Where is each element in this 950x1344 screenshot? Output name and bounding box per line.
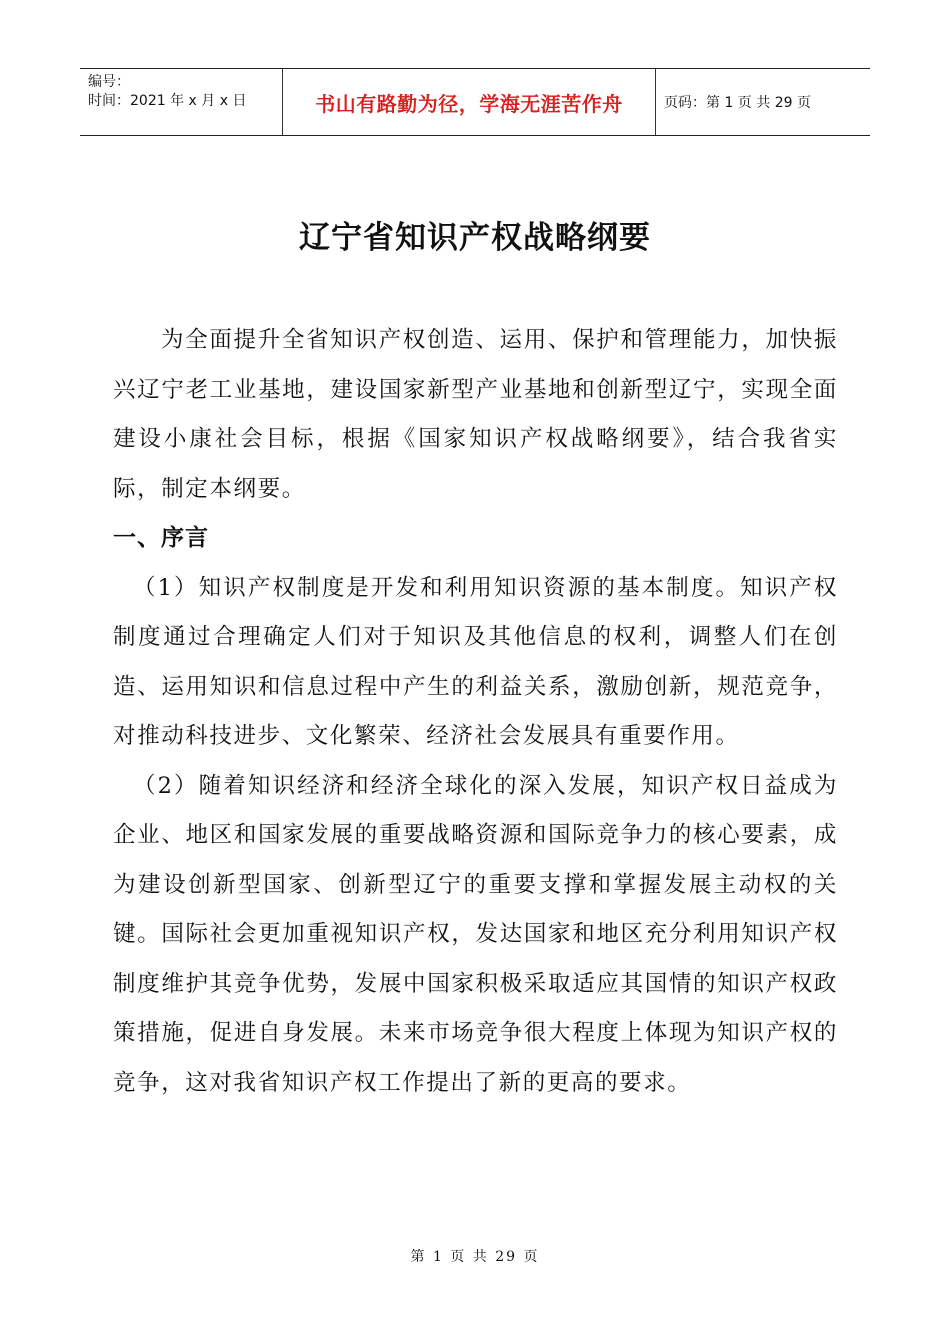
header-meta (80, 69, 282, 135)
document-body (113, 316, 838, 1108)
section-heading: 一、序言 (113, 525, 209, 551)
code-label: 编号： (88, 74, 130, 90)
header-motto-cell (282, 69, 656, 135)
intro-paragraph: 为全面提升全省知识产权创造、运用、保护和管理能力，加快振兴辽宁老工业基地，建设国家新型产业基地和创新型辽宁，实现全面建设小康社会目标，根据《国家知识产权战略纲要》，结合我省实际，制定本纲要。 (113, 327, 838, 502)
header-page-info: 页码：第 1 页 共 29 页 (664, 95, 811, 111)
header-motto: 书山有路勤为径，学海无涯苦作舟 (315, 91, 623, 116)
section-paragraph-2: （2）随着知识经济和经济全球化的深入发展，知识产权日益成为企业、地区和国家发展的重要战略资源和国际竞争力的核心要素，成为建设创新型国家、创新型辽宁的重要支撑和掌握发展主动权的关键。国际社会更加重视知识产权，发达国家和地区充分利用知识产权制度维护其竞争优势，发展中国家积极采取适应其国情的知识产权政策措施，促进自身发展。未来市场竞争很大程度上体现为知识产权的竞争，这对我省知识产权工作提出了新的更高的要求。 (113, 772, 838, 1096)
document-header (80, 68, 870, 136)
header-page-info-cell (656, 69, 870, 135)
document-title: 辽宁省知识产权战略纲要 (299, 220, 651, 256)
section-paragraph-1: （1）知识产权制度是开发和利用知识资源的基本制度。知识产权制度通过合理确定人们对于知识及其他信息的权利，调整人们在创造、运用知识和信息过程中产生的利益关系，激励创新，规范竞争，对推动科技进步、文化繁荣、经济社会发展具有重要作用。 (113, 574, 838, 749)
page-footer: 第 1 页 共 29 页 (410, 1249, 540, 1265)
date-label: 时间：2021 年 x 月 x 日 (88, 93, 247, 109)
